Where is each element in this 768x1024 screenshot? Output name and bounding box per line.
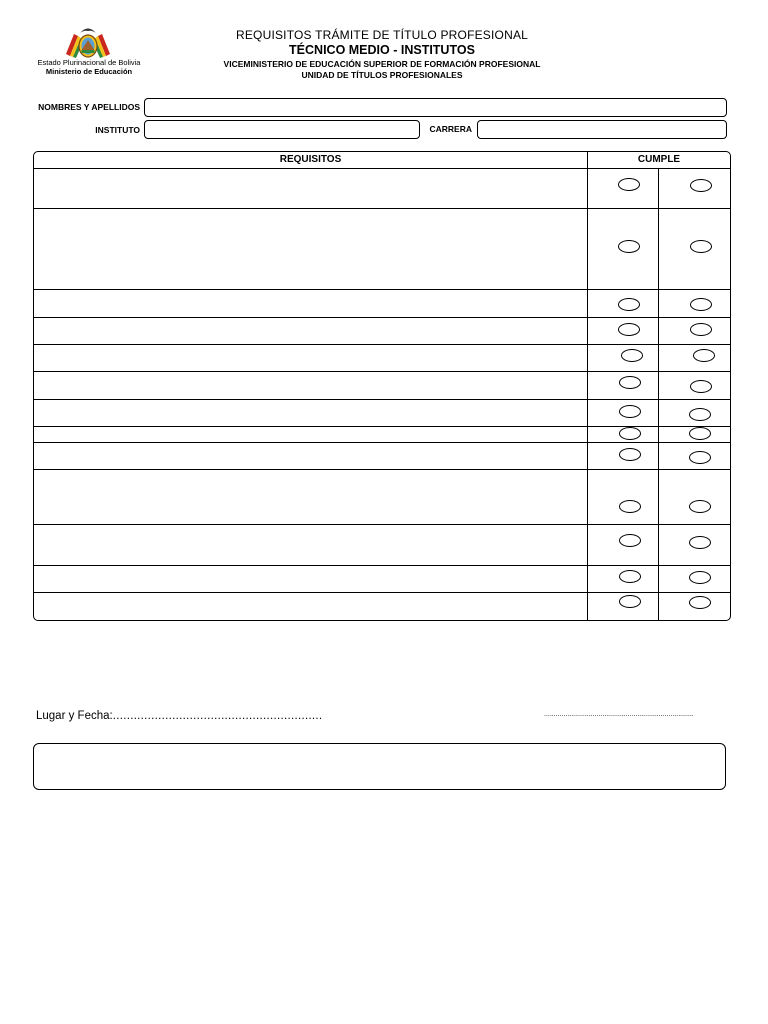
complies-column-header: CUMPLE [637, 154, 681, 165]
row-divider [34, 399, 730, 400]
complies-no-oval[interactable] [690, 240, 712, 253]
coat-of-arms-icon [62, 24, 114, 62]
complies-yes-oval[interactable] [619, 570, 641, 583]
institute-field[interactable] [144, 120, 420, 139]
career-label: CARRERA [429, 124, 472, 134]
complies-no-oval[interactable] [690, 179, 712, 192]
row-divider [34, 442, 730, 443]
names-field[interactable] [144, 98, 727, 117]
state-name: Estado Plurinacional de Bolivia [37, 58, 141, 67]
complies-yes-oval[interactable] [618, 178, 640, 191]
signature-line[interactable]: ............................................................................. [544, 711, 694, 718]
place-date-dots: ............................................................ [112, 710, 323, 722]
column-divider [587, 151, 588, 621]
document-title: REQUISITOS TRÁMITE DE TÍTULO PROFESIONAL [235, 28, 529, 42]
document-subtitle: TÉCNICO MEDIO - INSTITUTOS [289, 43, 475, 57]
row-divider [34, 469, 730, 470]
complies-no-oval[interactable] [689, 571, 711, 584]
ministry-name: Ministerio de Educación [45, 67, 133, 76]
vice-ministry-name: VICEMINISTERIO DE EDUCACIÓN SUPERIOR DE FORMACIÓN PROFESIONAL [223, 59, 541, 69]
complies-no-oval[interactable] [693, 349, 715, 362]
complies-no-oval[interactable] [689, 500, 711, 513]
complies-no-oval[interactable] [689, 427, 711, 440]
row-divider [34, 208, 730, 209]
complies-no-oval[interactable] [689, 451, 711, 464]
career-field[interactable] [477, 120, 727, 139]
complies-yes-oval[interactable] [618, 240, 640, 253]
complies-no-oval[interactable] [689, 536, 711, 549]
observations-box[interactable] [33, 743, 726, 790]
requirements-column-header: REQUISITOS [279, 154, 342, 165]
row-divider [34, 344, 730, 345]
complies-yes-oval[interactable] [619, 405, 641, 418]
complies-yes-oval[interactable] [619, 534, 641, 547]
row-divider [34, 289, 730, 290]
row-divider [34, 371, 730, 372]
place-date-label: Lugar y Fecha: [36, 710, 113, 722]
complies-yes-oval[interactable] [618, 298, 640, 311]
column-divider [658, 168, 659, 621]
complies-yes-oval[interactable] [619, 376, 641, 389]
complies-no-oval[interactable] [690, 380, 712, 393]
complies-no-oval[interactable] [689, 408, 711, 421]
row-divider [34, 565, 730, 566]
complies-yes-oval[interactable] [619, 427, 641, 440]
complies-no-oval[interactable] [689, 596, 711, 609]
unit-name: UNIDAD DE TÍTULOS PROFESIONALES [301, 70, 463, 80]
complies-yes-oval[interactable] [618, 323, 640, 336]
names-label: NOMBRES Y APELLIDOS [38, 102, 140, 112]
row-divider [34, 524, 730, 525]
place-date-line[interactable] [36, 710, 322, 722]
complies-yes-oval[interactable] [621, 349, 643, 362]
row-divider [34, 168, 730, 169]
row-divider [34, 592, 730, 593]
row-divider [34, 317, 730, 318]
complies-no-oval[interactable] [690, 323, 712, 336]
complies-yes-oval[interactable] [619, 448, 641, 461]
institute-label: INSTITUTO [95, 125, 140, 135]
complies-no-oval[interactable] [690, 298, 712, 311]
complies-yes-oval[interactable] [619, 500, 641, 513]
complies-yes-oval[interactable] [619, 595, 641, 608]
